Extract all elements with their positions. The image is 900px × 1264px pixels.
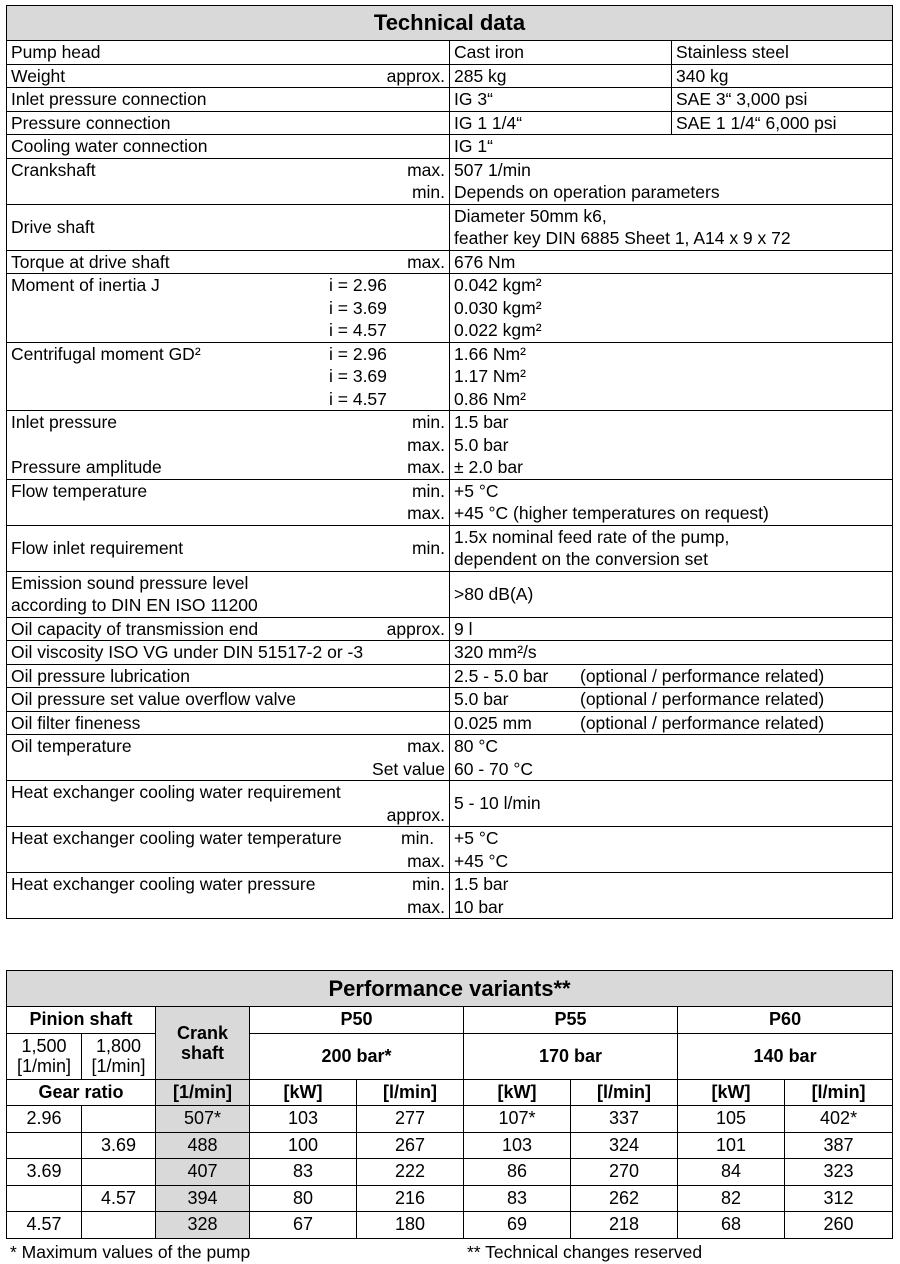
power-kw-cell: 86 [464,1159,571,1186]
value: 10 bar [454,896,504,917]
row-label: Flow inlet requirement [11,537,184,558]
power-kw-cell: 103 [250,1106,357,1133]
gear-ratio: i = 3.69 [329,297,387,318]
gear-ratio: i = 3.69 [329,366,387,386]
row-label: Cooling water connection [7,135,450,159]
value: 0.042 kgm² [454,275,542,295]
qualifier: max. [407,434,445,455]
gear-ratio-cell [82,1106,156,1133]
flow-lmin-cell: 337 [571,1106,678,1133]
value: 676 Nm [450,250,893,274]
row-label: Flow temperature [11,480,148,501]
table-row [7,525,893,571]
power-kw-cell: 69 [464,1212,571,1239]
power-kw-cell: 84 [678,1159,785,1186]
power-kw-cell: 103 [464,1132,571,1159]
table-row [7,479,893,525]
row-label: Crankshaft [11,159,96,180]
crank-shaft-speed: 394 [156,1185,250,1212]
value: 5.0 bar [454,689,509,709]
power-kw-cell: 100 [250,1132,357,1159]
value: 80 °C [454,736,498,756]
table-row [7,1185,893,1212]
unit-lmin: [l/min] [571,1079,678,1106]
value: feather key DIN 6885 Sheet 1, A14 x 9 x 72 [454,228,791,248]
row-label: Heat exchanger cooling water requirement [11,782,341,802]
flow-lmin-cell: 267 [357,1132,464,1159]
flow-lmin-cell: 222 [357,1159,464,1186]
value: 1.66 Nm² [454,343,526,364]
row-label: Oil viscosity ISO VG under DIN 51517-2 or -3 [7,641,450,665]
unit-kw: [kW] [250,1079,357,1106]
table-row [7,688,893,712]
value: 320 mm²/s [450,641,893,665]
qualifier: approx. [386,804,445,825]
gear-ratio-header: Gear ratio [7,1079,156,1106]
performance-variants-table [6,970,893,1239]
table-row [7,411,893,480]
value: IG 3“ [450,88,672,112]
variant-p60-name: P60 [678,1007,893,1034]
table-row [7,342,893,411]
power-kw-cell: 80 [250,1185,357,1212]
table-row [7,41,893,65]
value: dependent on the conversion set [454,549,708,569]
table-row [7,781,893,827]
pinion-shaft-header: Pinion shaft [7,1007,156,1034]
power-kw-cell: 82 [678,1185,785,1212]
variant-p50-name: P50 [250,1007,464,1034]
qualifier: min. [411,537,445,558]
table-row [7,250,893,274]
gear-ratio: i = 2.96 [329,343,387,364]
qualifier: max. [407,736,445,756]
crank-shaft-speed: 507* [156,1106,250,1133]
pinion-speed-1800: 1,800 [1/min] [82,1033,156,1079]
gear-ratio: i = 4.57 [329,320,387,340]
table-row [7,735,893,781]
variant-p50-pressure: 200 bar* [250,1033,464,1079]
row-label: Oil pressure set value overflow valve [7,688,450,712]
value: 1.5x nominal feed rate of the pump, [454,526,730,547]
table-row [7,1159,893,1186]
value: Diameter 50mm k6, [454,205,607,226]
crank-shaft-speed: 488 [156,1132,250,1159]
value: ± 2.0 bar [454,457,523,477]
value: IG 1“ [450,135,893,159]
table-row [7,711,893,735]
power-kw-cell: 105 [678,1106,785,1133]
power-kw-cell: 83 [464,1185,571,1212]
row-label: Pump head [7,41,450,65]
value: IG 1 1/4“ [450,111,672,135]
value: Depends on operation parameters [454,182,720,202]
value: +5 °C [454,828,499,848]
table-row [7,1106,893,1133]
value: >80 dB(A) [450,571,893,617]
footnote-technical-changes: ** Technical changes reserved [467,1242,703,1262]
flow-lmin-cell: 324 [571,1132,678,1159]
value: 5 - 10 l/min [450,781,893,827]
table-row [7,158,893,204]
technical-data-table [6,5,893,919]
table-row [7,664,893,688]
gear-ratio-cell [82,1212,156,1239]
qualifier: max. [407,896,445,917]
gear-ratio-cell: 4.57 [7,1212,82,1239]
qualifier: max. [407,251,445,272]
gear-ratio-cell: 2.96 [7,1106,82,1133]
qualifier: max. [407,159,445,180]
table-row [7,641,893,665]
row-label: Moment of inertia J [11,275,160,295]
qualifier: max. [407,850,445,871]
crank-shaft-header: Crank shaft [156,1007,250,1080]
row-label: Drive shaft [7,204,450,250]
qualifier: max. [407,503,445,523]
crank-shaft-speed: 328 [156,1212,250,1239]
flow-lmin-cell: 277 [357,1106,464,1133]
row-label: Oil filter fineness [7,711,450,735]
gear-ratio-cell [7,1132,82,1159]
crank-unit-header: [1/min] [156,1079,250,1106]
unit-lmin: [l/min] [785,1079,893,1106]
note: (optional / performance related) [580,712,825,733]
row-label: Pressure connection [7,111,450,135]
gear-ratio-cell: 3.69 [82,1132,156,1159]
value: 0.86 Nm² [454,388,526,409]
value: 1.17 Nm² [454,366,526,386]
value: 0.030 kgm² [454,297,542,318]
note: (optional / performance related) [580,665,825,686]
value: 0.025 mm [454,712,532,733]
table-row [7,88,893,112]
flow-lmin-cell: 323 [785,1159,893,1186]
value: SAE 1 1/4“ 6,000 psi [672,111,893,135]
variant-p55-pressure: 170 bar [464,1033,678,1079]
value: 5.0 bar [454,434,509,455]
flow-lmin-cell: 402* [785,1106,893,1133]
row-label: Oil pressure lubrication [7,664,450,688]
table-row [7,274,893,343]
qualifier: min. [411,182,445,202]
crank-shaft-speed: 407 [156,1159,250,1186]
row-label: Heat exchanger cooling water temperature [11,828,342,848]
table-row [7,873,893,919]
gear-ratio: i = 2.96 [329,275,387,295]
value: +45 °C [454,850,509,871]
gear-ratio: i = 4.57 [329,388,387,409]
column-header-cast-iron: Cast iron [450,41,672,65]
table-row [7,135,893,159]
table-row [7,111,893,135]
column-header-stainless-steel: Stainless steel [672,41,893,65]
gear-ratio-cell: 3.69 [7,1159,82,1186]
qualifier: Set value [372,758,445,779]
value: 507 1/min [454,159,531,180]
table-row [7,617,893,641]
qualifier: max. [407,457,445,477]
row-label: Heat exchanger cooling water pressure [11,874,316,894]
row-label: Pressure amplitude [11,457,162,477]
unit-kw: [kW] [464,1079,571,1106]
table-row [7,571,893,617]
variant-p60-pressure: 140 bar [678,1033,893,1079]
unit-kw: [kW] [678,1079,785,1106]
gear-ratio-cell: 4.57 [82,1185,156,1212]
value: 340 kg [672,64,893,88]
value: 1.5 bar [454,874,509,894]
qualifier: approx. [386,618,445,639]
row-label: Inlet pressure connection [7,88,450,112]
row-label: Torque at drive shaft [11,251,170,272]
performance-variants-title: Performance variants** [7,971,893,1007]
power-kw-cell: 68 [678,1212,785,1239]
flow-lmin-cell: 312 [785,1185,893,1212]
row-label: Oil temperature [11,736,132,756]
value: SAE 3“ 3,000 psi [672,88,893,112]
flow-lmin-cell: 262 [571,1185,678,1212]
unit-lmin: [l/min] [357,1079,464,1106]
value: 285 kg [450,64,672,88]
power-kw-cell: 83 [250,1159,357,1186]
qualifier: min. [411,480,445,501]
footnote-maximum-values: * Maximum values of the pump [10,1242,251,1262]
row-label: according to DIN EN ISO 11200 [11,595,258,615]
value: 0.022 kgm² [454,320,542,340]
flow-lmin-cell: 180 [357,1212,464,1239]
qualifier: min. [411,412,445,432]
gear-ratio-cell [82,1159,156,1186]
value: 2.5 - 5.0 bar [454,665,549,686]
value: +45 °C (higher temperatures on request) [454,503,769,523]
qualifier: approx. [386,65,445,86]
flow-lmin-cell: 270 [571,1159,678,1186]
row-label: Oil capacity of transmission end [11,618,259,639]
value: 1.5 bar [454,412,509,432]
qualifier: min. [411,874,445,894]
value: 60 - 70 °C [454,758,533,779]
flow-lmin-cell: 216 [357,1185,464,1212]
power-kw-cell: 101 [678,1132,785,1159]
power-kw-cell: 107* [464,1106,571,1133]
note: (optional / performance related) [580,689,825,709]
table-row [7,64,893,88]
value: 9 l [450,617,893,641]
gear-ratio-cell [7,1185,82,1212]
flow-lmin-cell: 387 [785,1132,893,1159]
table-row [7,827,893,873]
row-label: Emission sound pressure level [11,572,249,593]
table-row [7,204,893,250]
flow-lmin-cell: 260 [785,1212,893,1239]
technical-data-title: Technical data [7,6,893,41]
row-label: Inlet pressure [11,412,118,432]
variant-p55-name: P55 [464,1007,678,1034]
table-row [7,1132,893,1159]
pinion-speed-1500: 1,500 [1/min] [7,1033,82,1079]
row-label: Centrifugal moment GD² [11,343,201,364]
value: +5 °C [454,480,499,501]
flow-lmin-cell: 218 [571,1212,678,1239]
table-row [7,1212,893,1239]
qualifier: min. [401,828,435,848]
power-kw-cell: 67 [250,1212,357,1239]
row-label: Weight [11,65,66,86]
